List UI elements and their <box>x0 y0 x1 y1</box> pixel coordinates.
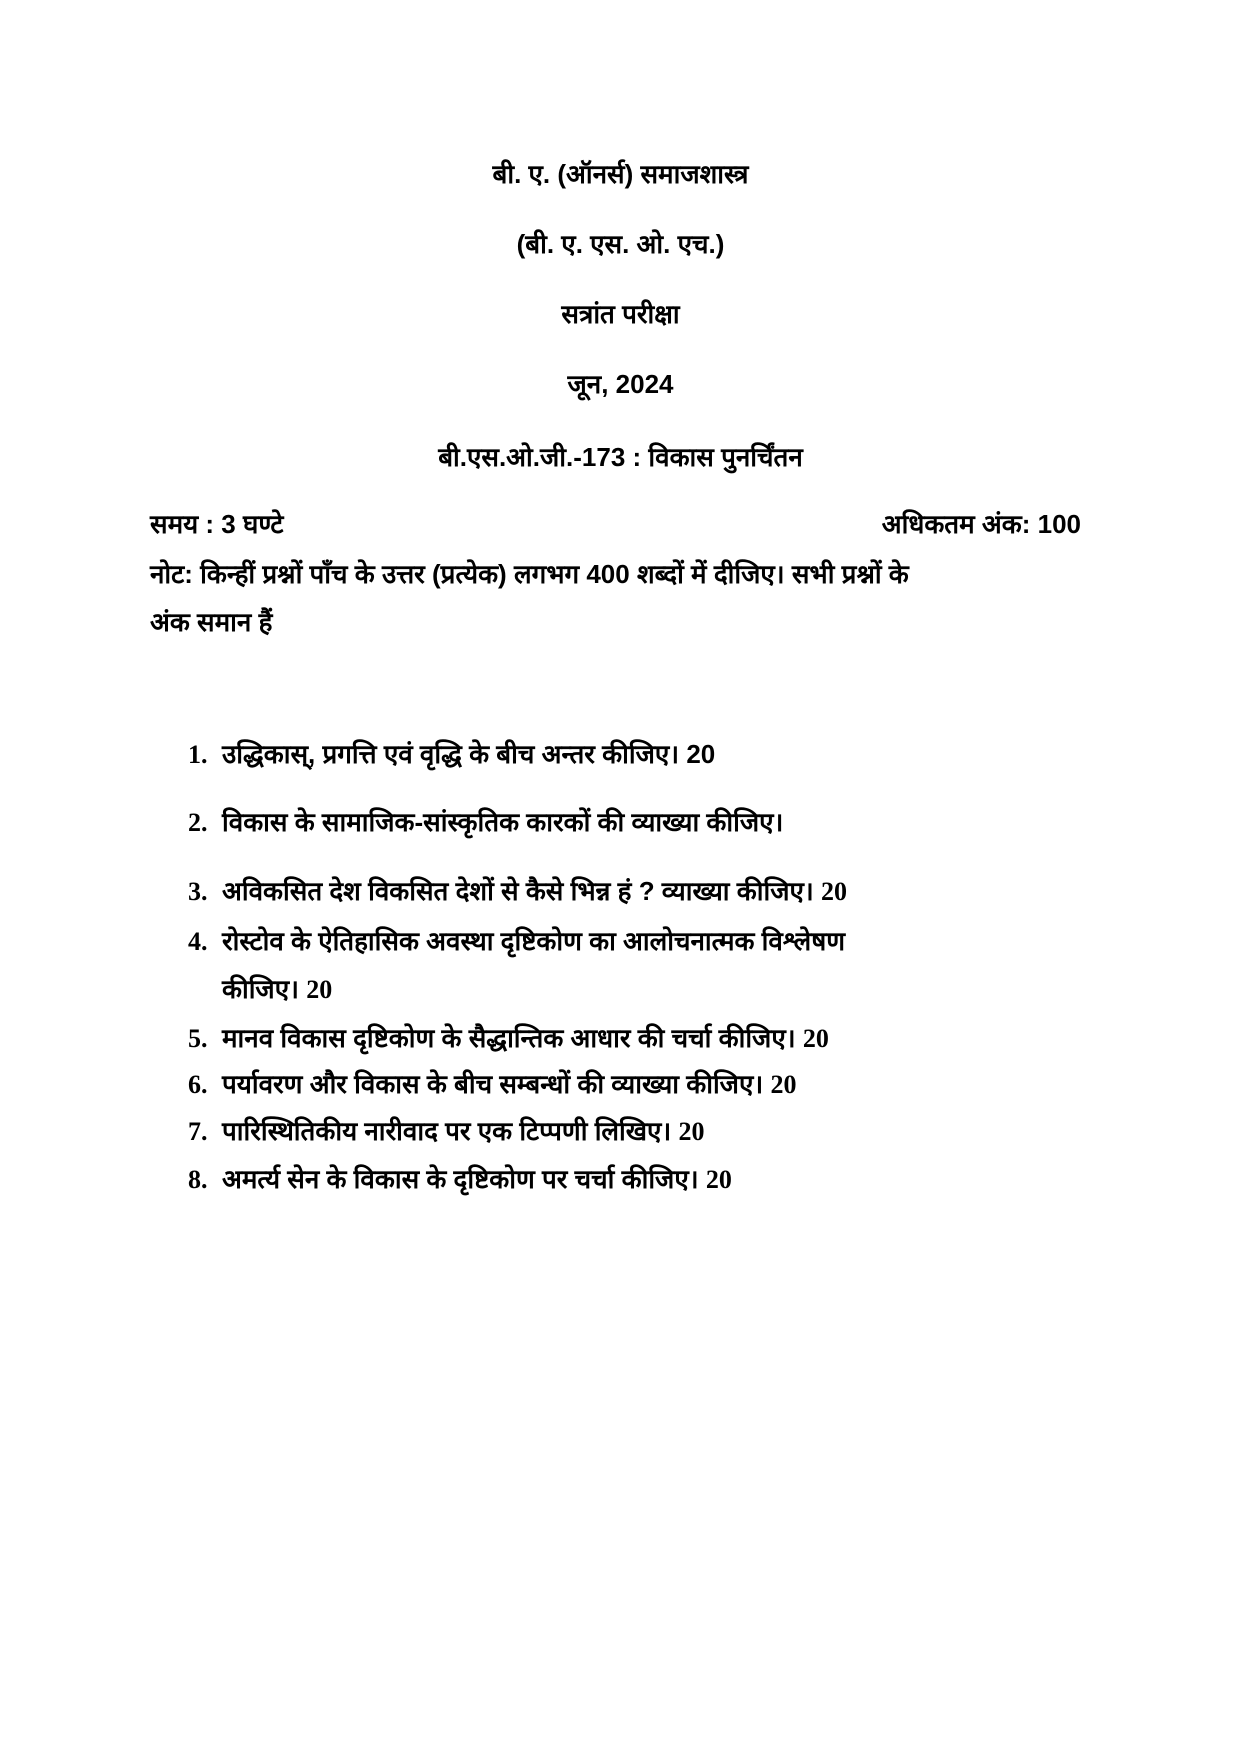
question-5 <box>188 1019 829 1055</box>
program-code: (बी. ए. एस. ओ. एच.) <box>516 229 725 259</box>
question-text: अविकसित देश विकसित देशों से कैसे भिन्न हं ? व्याख्या कीजिए। <box>222 876 814 906</box>
question-marks: 20 <box>820 877 847 906</box>
question-text: अमर्त्य सेन के विकास के दृष्टिकोण पर चर्चा कीजिए। <box>222 1164 699 1194</box>
question-number: 5. <box>188 1024 208 1053</box>
program-title: बी. ए. (ऑनर्स) समाजशास्त्र <box>492 159 749 189</box>
question-marks: 20 <box>705 1165 732 1194</box>
course-title: बी.एस.ओ.जी.-173 : विकास पुनर्चिंतन <box>438 442 803 472</box>
exam-title: सत्रांत परीक्षा <box>561 299 680 329</box>
question-number: 3. <box>188 877 208 906</box>
question-text: पारिस्थितिकीय नारीवाद पर एक टिप्पणी लिखिए। <box>222 1116 672 1146</box>
note-line-2: अंक समान हैं <box>150 607 273 637</box>
question-number: 6. <box>188 1070 208 1099</box>
question-1 <box>188 735 715 771</box>
question-4-continued <box>188 970 332 1006</box>
question-2 <box>188 803 783 839</box>
question-text: पर्यावरण और विकास के बीच सम्बन्धों की व्याख्या कीजिए। <box>222 1069 764 1099</box>
question-3 <box>188 872 847 908</box>
question-number: 4. <box>188 927 208 956</box>
question-7 <box>188 1112 705 1148</box>
question-text: रोस्टोव के ऐतिहासिक अवस्था दृष्टिकोण का आलोचनात्मक विश्लेषण <box>222 926 846 956</box>
question-marks: 20 <box>802 1024 829 1053</box>
question-number: 1. <box>188 740 208 769</box>
max-marks: अधिकतम अंक: 100 <box>881 509 1081 539</box>
question-marks: 20 <box>306 975 333 1004</box>
question-text: विकास के सामाजिक-सांस्कृतिक कारकों की व्याख्या कीजिए। <box>222 807 784 837</box>
question-text: मानव विकास दृष्टिकोण के सैद्धान्तिक आधार की चर्चा कीजिए। <box>222 1023 796 1053</box>
question-4 <box>188 922 845 958</box>
exam-session: जून, 2024 <box>567 369 674 399</box>
question-6 <box>188 1065 796 1101</box>
question-number: 8. <box>188 1165 208 1194</box>
question-8 <box>188 1160 732 1196</box>
question-text: कीजिए। <box>222 974 299 1004</box>
question-marks: 20 <box>770 1070 797 1099</box>
question-marks: 20 <box>686 739 716 769</box>
question-number: 7. <box>188 1117 208 1146</box>
question-marks: 20 <box>678 1117 705 1146</box>
question-number: 2. <box>188 808 208 837</box>
note-line-1: नोट: किन्हीं प्रश्नों पाँच के उत्तर (प्रत्येक) लगभग 400 शब्दों में दीजिए। सभी प्रश्नों के <box>150 559 909 589</box>
time-allowed: समय : 3 घण्टे <box>150 509 284 539</box>
question-text: उद्धिकास्, प्रगत्ति एवं वृद्धि के बीच अन्तर कीजिए। <box>222 739 680 769</box>
